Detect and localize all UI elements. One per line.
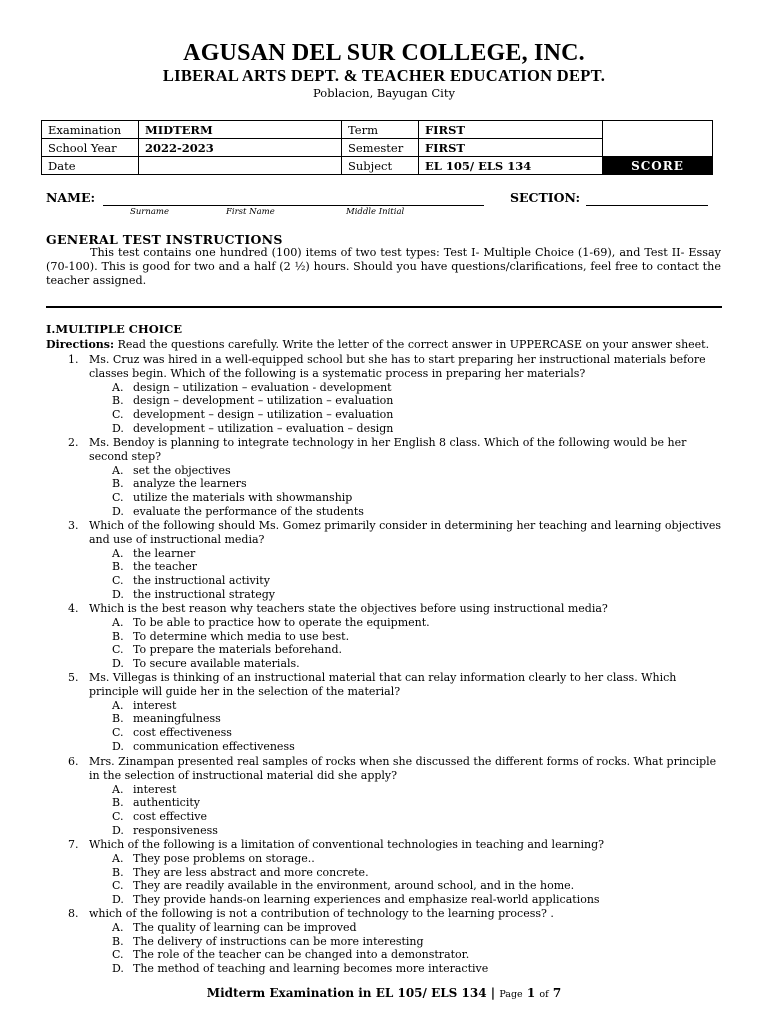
department-name: LIBERAL ARTS DEPT. & TEACHER EDUCATION DEPT.: [162, 66, 606, 85]
choice-letter: C.: [112, 810, 124, 824]
question-text: Ms. Bendoy is planning to integrate technology in her English 8 class. Which of the following would be her second step?: [89, 436, 687, 463]
choice-a: [112, 547, 728, 561]
date-value: [139, 157, 342, 175]
first-name-caption: First Name: [226, 207, 275, 217]
footer-total-pages: 7: [552, 986, 562, 1000]
choice-d: [112, 657, 728, 671]
choice-letter: B.: [112, 712, 124, 726]
choice-letter: A.: [112, 463, 124, 477]
question-text: Ms. Villegas is thinking of an instructional material that can relay information clearly to her class. Which principle will guide her in the selection of the material?: [89, 671, 677, 698]
directions-label: Directions:: [46, 338, 115, 351]
question-text: which of the following is not a contribution of technology to the learning process? .: [89, 907, 554, 920]
choice-text: They are readily available in the environment, around school, and in the home.: [133, 879, 575, 893]
footer-title: Midterm Examination in EL 105/ ELS 134: [206, 986, 487, 1000]
choice-letter: B.: [112, 394, 124, 408]
choice-text: the teacher: [133, 560, 198, 574]
choice-text: The quality of learning can be improved: [133, 920, 357, 934]
footer-of-label: of: [539, 989, 549, 1000]
choice-letter: C.: [112, 726, 124, 740]
middle-initial-caption: Middle Initial: [346, 207, 405, 217]
question-number: 7.: [68, 838, 79, 851]
choice-letter: D.: [112, 657, 124, 671]
choice-text: evaluate the performance of the students: [133, 504, 364, 518]
choice-b: [112, 394, 728, 408]
choice-text: design – development – utilization – evaluation: [133, 394, 394, 408]
choice-b: [112, 477, 728, 491]
question-6: [68, 755, 728, 838]
choice-letter: A.: [112, 380, 124, 394]
college-address: Poblacion, Bayugan City: [313, 86, 455, 100]
choice-letter: C.: [112, 879, 124, 893]
choice-d: [112, 740, 728, 754]
choice-a: [112, 852, 728, 866]
question-1: [68, 353, 728, 436]
choice-letter: C.: [112, 574, 124, 588]
score-box: [603, 121, 713, 157]
choice-d: [112, 962, 728, 976]
choice-text: The method of teaching and learning becomes more interactive: [133, 962, 489, 976]
question-text: Which is the best reason why teachers state the objectives before using instructional media?: [89, 602, 608, 615]
semester-value: FIRST: [419, 139, 603, 157]
question-number: 1.: [68, 353, 79, 366]
term-value: FIRST: [419, 121, 603, 139]
choice-letter: C.: [112, 948, 124, 962]
question-2: [68, 436, 728, 519]
choice-d: [112, 588, 728, 602]
name-label: NAME:: [46, 190, 96, 205]
choice-b: [112, 630, 728, 644]
question-number: 5.: [68, 671, 79, 684]
choice-a: [112, 464, 728, 478]
choice-text: the instructional strategy: [133, 587, 275, 601]
score-label: SCORE: [603, 157, 713, 175]
choice-letter: A.: [112, 920, 124, 934]
choice-text: To prepare the materials beforehand.: [133, 643, 342, 657]
choice-b: [112, 560, 728, 574]
choice-text: To secure available materials.: [133, 657, 300, 671]
question-text: Which of the following should Ms. Gomez primarily consider in determining her teaching and learning objectives and use of instructional media?: [89, 519, 721, 546]
choice-a: [112, 699, 728, 713]
choice-b: [112, 712, 728, 726]
choice-letter: A.: [112, 615, 124, 629]
choice-c: [112, 810, 728, 824]
choice-text: cost effective: [133, 810, 208, 824]
choice-text: To determine which media to use best.: [133, 629, 350, 643]
choice-text: development – design – utilization – evaluation: [133, 408, 394, 422]
question-number: 3.: [68, 519, 79, 532]
question-number: 2.: [68, 436, 79, 449]
section-line: [586, 205, 708, 206]
choice-letter: B.: [112, 477, 124, 491]
choice-text: The role of the teacher can be changed into a demonstrator.: [133, 948, 470, 962]
choice-letter: C.: [112, 491, 124, 505]
choice-letter: A.: [112, 782, 124, 796]
divider: [46, 306, 722, 308]
question-7: [68, 838, 728, 907]
choice-c: [112, 948, 728, 962]
test1-title: I.MULTIPLE CHOICE: [46, 322, 183, 336]
school-year-label: School Year: [42, 139, 139, 157]
choice-letter: B.: [112, 934, 124, 948]
choice-text: The delivery of instructions can be more interesting: [133, 934, 424, 948]
choice-letter: D.: [112, 587, 124, 601]
choice-text: the instructional activity: [133, 574, 270, 588]
choice-text: authenticity: [133, 796, 200, 810]
subject-value: EL 105/ ELS 134: [419, 157, 603, 175]
question-text: Ms. Cruz was hired in a well-equipped school but she has to start preparing her instructional materials before classes begin. Which of the following is a systematic process in preparing her materials?: [89, 353, 706, 380]
footer-page-number: 1: [526, 986, 536, 1000]
school-year-value: 2022-2023: [139, 139, 342, 157]
choice-d: [112, 505, 728, 519]
choice-text: To be able to practice how to operate the equipment.: [133, 615, 430, 629]
semester-label: Semester: [342, 139, 419, 157]
choice-text: They pose problems on storage..: [133, 851, 315, 865]
choice-a: [112, 616, 728, 630]
choice-c: [112, 408, 728, 422]
choice-letter: B.: [112, 629, 124, 643]
section-label: SECTION:: [510, 190, 581, 205]
choice-text: cost effectiveness: [133, 726, 232, 740]
choice-c: [112, 643, 728, 657]
choice-letter: D.: [112, 421, 124, 435]
choice-letter: D.: [112, 893, 124, 907]
choice-c: [112, 879, 728, 893]
choice-c: [112, 491, 728, 505]
choice-letter: A.: [112, 546, 124, 560]
date-label: Date: [42, 157, 139, 175]
examination-value: MIDTERM: [139, 121, 342, 139]
question-4: [68, 602, 728, 671]
choice-text: They are less abstract and more concrete.: [133, 865, 369, 879]
question-8: [68, 907, 728, 976]
choice-letter: C.: [112, 643, 124, 657]
choice-letter: A.: [112, 851, 124, 865]
choice-d: [112, 422, 728, 436]
surname-caption: Surname: [130, 207, 169, 217]
instructions-text: This test contains one hundred (100) items of two test types: Test I- Multiple Choice (1-69), and Test II- Essay (70-100). This is good for two and a half (2 ½) hours. Should you have questions/clarifications, feel free to contact the teacher assigned.: [46, 246, 721, 287]
footer-page-label: Page: [499, 989, 523, 1000]
footer-separator: |: [490, 986, 496, 1000]
choice-a: [112, 381, 728, 395]
choice-b: [112, 935, 728, 949]
choice-text: They provide hands-on learning experiences and emphasize real-world applications: [133, 893, 600, 907]
choice-text: meaningfulness: [133, 712, 221, 726]
directions: [46, 338, 709, 351]
question-number: 6.: [68, 755, 79, 768]
subject-label: Subject: [342, 157, 419, 175]
choice-text: responsiveness: [133, 823, 218, 837]
footer: [0, 986, 768, 1000]
choice-text: communication effectiveness: [133, 739, 295, 753]
choice-letter: B.: [112, 796, 124, 810]
choice-text: interest: [133, 698, 177, 712]
name-line: [103, 205, 484, 206]
examination-label: Examination: [42, 121, 139, 139]
question-text: Which of the following is a limitation of conventional technologies in teaching and learning?: [89, 838, 605, 851]
choice-text: development – utilization – evaluation – design: [133, 421, 394, 435]
choice-b: [112, 796, 728, 810]
choice-letter: C.: [112, 408, 124, 422]
choice-letter: A.: [112, 698, 124, 712]
choice-c: [112, 574, 728, 588]
choice-letter: B.: [112, 560, 124, 574]
question-3: [68, 519, 728, 602]
choice-c: [112, 726, 728, 740]
choice-letter: D.: [112, 504, 124, 518]
question-5: [68, 671, 728, 754]
choice-text: set the objectives: [133, 463, 231, 477]
choice-text: analyze the learners: [133, 477, 247, 491]
choice-text: utilize the materials with showmanship: [133, 491, 353, 505]
instructions-title: GENERAL TEST INSTRUCTIONS: [46, 232, 283, 247]
choice-letter: B.: [112, 865, 124, 879]
choice-text: the learner: [133, 546, 196, 560]
choice-letter: D.: [112, 739, 124, 753]
choice-letter: D.: [112, 823, 124, 837]
question-number: 8.: [68, 907, 79, 920]
college-name: AGUSAN DEL SUR COLLEGE, INC.: [183, 40, 585, 66]
question-text: Mrs. Zinampan presented real samples of rocks when she discussed the different forms of rocks. What principle in the selection of instructional material did she apply?: [89, 755, 717, 782]
term-label: Term: [342, 121, 419, 139]
exam-info-table: [41, 120, 713, 175]
directions-text: Read the questions carefully. Write the letter of the correct answer in UPPERCASE on your answer sheet.: [117, 338, 710, 351]
choice-d: [112, 824, 728, 838]
choice-letter: D.: [112, 962, 124, 976]
choice-b: [112, 866, 728, 880]
choice-text: interest: [133, 782, 177, 796]
choice-a: [112, 921, 728, 935]
choice-d: [112, 893, 728, 907]
choice-a: [112, 783, 728, 797]
question-number: 4.: [68, 602, 79, 615]
choice-text: design – utilization – evaluation - development: [133, 380, 392, 394]
